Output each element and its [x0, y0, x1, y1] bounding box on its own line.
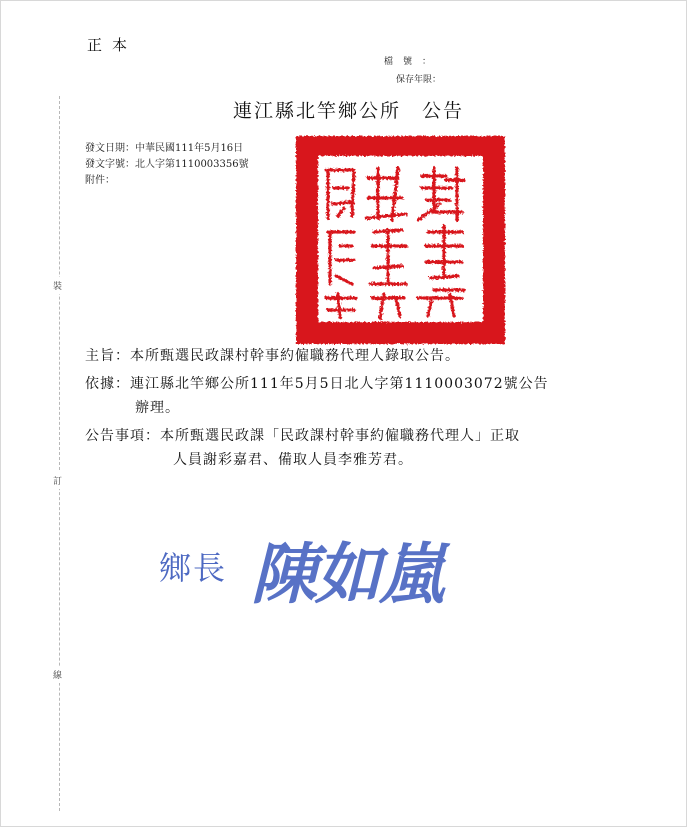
archive-number-row	[367, 53, 441, 71]
binding-char-top: 裝	[53, 277, 62, 294]
notice-line-2: 人員謝彩嘉君、備取人員李雅芳君。	[173, 452, 413, 468]
binding-char-middle: 訂	[53, 472, 62, 489]
notice-line-1: 公告事項：本所甄選民政課「民政課村幹事約僱職務代理人」正取	[85, 428, 520, 444]
binding-char-bottom: 線	[53, 666, 62, 683]
basis-line-1: 依據：連江縣北竿鄉公所111年5月5日北人字第1110003072號公告	[85, 376, 549, 392]
archive-info	[367, 53, 441, 89]
retention-label: 保存年限：	[395, 75, 441, 85]
document-meta	[85, 141, 249, 189]
basis-line-2: 辦理。	[135, 400, 180, 416]
signature-name: 陳如嵐	[251, 536, 443, 613]
copy-label: 正本	[87, 36, 138, 54]
official-seal	[294, 134, 507, 346]
mayor-signature	[159, 521, 519, 621]
announcement-body	[85, 344, 625, 476]
subject-line: 主旨：本所甄選民政課村幹事約僱職務代理人錄取公告。	[85, 348, 460, 364]
binding-line	[59, 96, 60, 811]
issue-date: 發文日期：中華民國111年5月16日	[85, 143, 244, 154]
document-number: 發文字號：北人字第1110003356號	[85, 159, 249, 170]
subject-paragraph	[85, 344, 625, 368]
signature-title: 鄉長	[159, 549, 228, 587]
notice-paragraph	[85, 424, 625, 472]
retention-row	[367, 71, 441, 89]
document-title: 連江縣北竿鄉公所 公告	[232, 100, 464, 122]
archive-number-label: 檔號：	[383, 57, 441, 67]
attachments: 附件：	[85, 175, 115, 186]
basis-paragraph	[85, 372, 625, 420]
